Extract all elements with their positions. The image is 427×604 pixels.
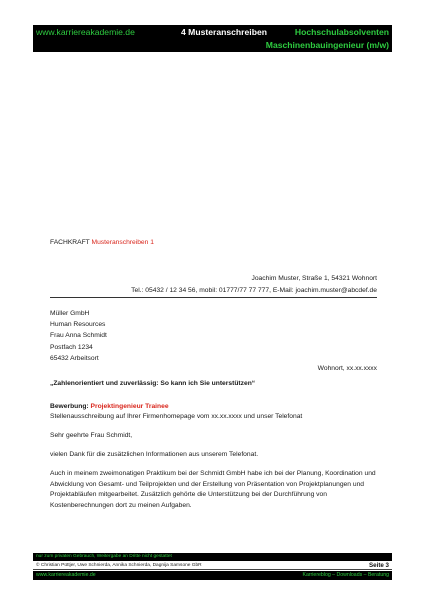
address-line: Müller GmbH xyxy=(50,310,90,317)
application-position: Projektingenieur Trainee xyxy=(90,403,169,410)
body-paragraph: Auch in meinem zweimonatigen Praktikum bei der Schmidt GmbH habe ich bei der Planung, Koordination und Abwicklung von Gesamt- und Teilprojekten und der Erstellung von Präsentation von Projektplanungen und Projektabläufen mitgearbeitet. Zusätzlich gehörte die Unterstützung bei der Durchführung von Kostenberechnungen dort zu meinen Aufgaben. xyxy=(50,470,376,509)
application-line xyxy=(50,403,169,410)
letter-label-name: Musteranschreiben 1 xyxy=(91,239,154,246)
page-footer xyxy=(33,553,392,581)
address-line: Human Resources xyxy=(50,321,106,329)
footer-links[interactable]: Karriereblog – Downloads – Beratung xyxy=(302,572,389,578)
letter-label xyxy=(50,239,154,246)
header-profession: Maschinenbauingenieur (m/w) xyxy=(265,40,389,50)
application-prefix: Bewerbung: xyxy=(50,403,89,410)
letter-subject: „Zahlenorientiert und zuverlässig: So kann ich Sie unterstützen“ xyxy=(50,380,256,387)
page-header xyxy=(33,25,392,52)
thanks-line: vielen Dank für die zusätzlichen Informationen aus unserem Telefonat. xyxy=(50,451,259,458)
footer-usage-note: nur zum privaten Gebrauch, Weitergabe an Dritte nicht gestattet xyxy=(33,553,392,561)
sender-address: Joachim Muster, Straße 1, 54321 Wohnort xyxy=(251,275,377,282)
address-line: 65432 Arbeitsort xyxy=(50,354,99,362)
header-title: 4 Musteranschreiben xyxy=(181,27,267,37)
footer-copyright: © Christian Püttjer, Uwe Schnierda, Annika Schnierda, Dagnija Samsone GbR xyxy=(36,563,202,568)
recipient-address xyxy=(50,308,107,364)
salutation: Sehr geehrte Frau Schmidt, xyxy=(50,432,133,439)
sender-divider xyxy=(50,297,377,298)
page-number: Seite 3 xyxy=(369,562,389,569)
address-line: Postfach 1234 xyxy=(50,343,93,351)
footer-bar xyxy=(33,571,392,580)
footer-divider xyxy=(33,569,392,570)
address-line: Frau Anna Schmidt xyxy=(50,332,107,340)
header-site-link[interactable]: www.karriereakademie.de xyxy=(36,27,135,37)
footer-site-link[interactable]: www.karriereakademie.de xyxy=(36,572,96,578)
header-audience: Hochschulabsolventen xyxy=(294,27,389,37)
sender-contact: Tel.: 05432 / 12 34 56, mobil: 01777/77 77 777, E-Mail: joachim.muster@abcdef.de xyxy=(131,287,377,294)
job-reference: Stellenausschreibung auf Ihrer Firmenhomepage vom xx.xx.xxxx und unser Telefonat xyxy=(50,413,303,420)
letter-date: Wohnort, xx.xx.xxxx xyxy=(317,365,377,372)
letter-label-prefix: FACHKRAFT xyxy=(50,239,90,246)
